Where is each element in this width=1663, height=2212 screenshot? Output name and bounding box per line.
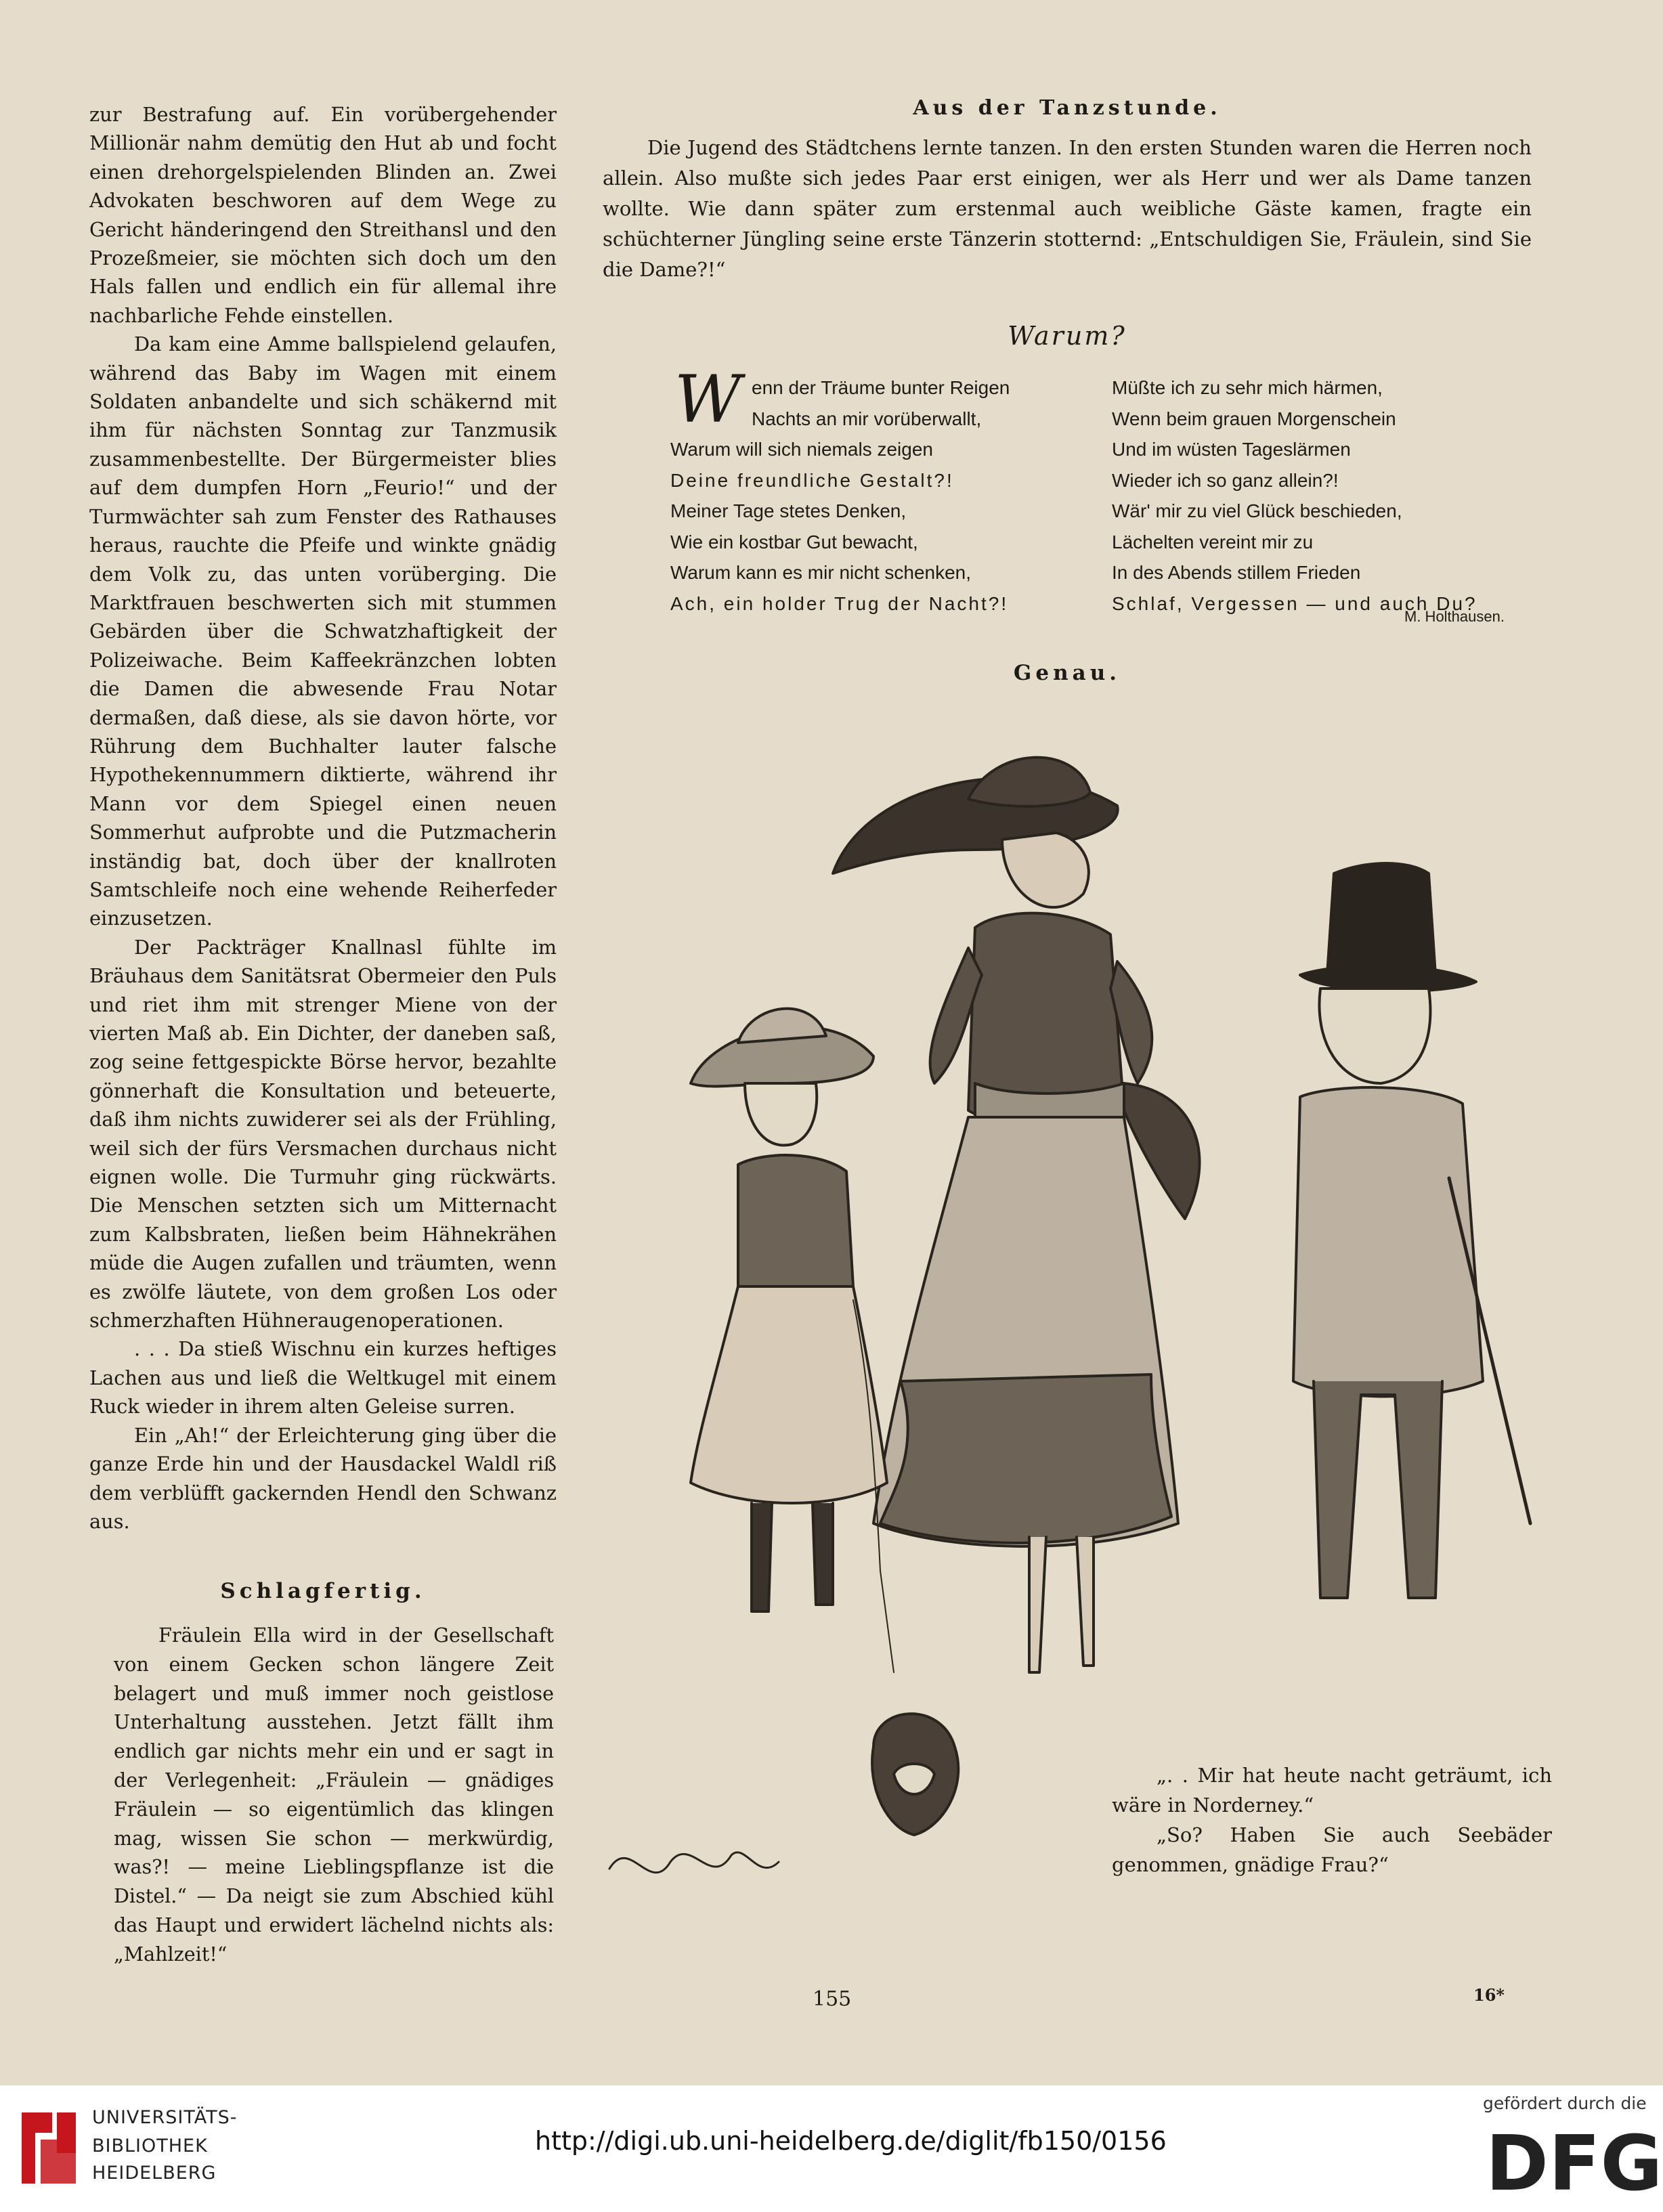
poem-drop-cap: W — [674, 362, 741, 437]
poem-line: Wenn beim grauen Morgenschein — [1112, 408, 1396, 429]
tanzstunde-text: Die Jugend des Städtchens lernte tanzen. In den ersten Stunden waren die Herren noch allein. Also mußte sich jedes Paar erst einigen, wer als Herr und wer als Dame tanzen wollte. Wie dann später zum erstenmal auch weibliche Gäste kamen, fragte ein schüchterner Jüngling seine erste Tänzerin stotternd: „Entschuldigen Sie, Fräulein, sind Sie die Dame?!“ — [603, 136, 1532, 281]
page-number: 155 — [813, 1987, 852, 2011]
footer-bar — [0, 2085, 1663, 2212]
tanzstunde-heading: Aus der Tanzstunde. — [913, 96, 1222, 120]
poem-line: In des Abends stillem Frieden — [1112, 562, 1361, 583]
left-paragraph-2: Da kam eine Amme ballspielend gelaufen, während das Baby im Wagen mit einem Soldaten anbandelte und sich schäkernd mit ihm für nächsten Sonntag zur Tanzmusik zusammenbestellte. Der Bürgermeister blies auf dem dumpfen Horn „Feurio!“ und der Turmwächter sah zum Fenster des Rathauses heraus, rauchte die Pfeife und winkte gnädig dem Volk zu, das unten vorüberging. Die Marktfrauen beschwerten sich mit stummen Gebärden über die Schwatzhaftigkeit der Polizeiwache. Beim Kaffeekränzchen lobten die Damen die abwesende Frau Notar dermaßen, daß diese, als sie davon hörte, vor Rührung dem Buchhalter lauter falsche Hypothekennummern diktierte, während ihr Mann vor dem Spiegel einen neuen Sommerhut aufprobte und die Putzmacherin inständig bat, doch über der knallroten Samtschleife noch eine wehende Reiherfeder einzusetzen. — [89, 332, 557, 930]
left-paragraph-4: . . . Da stieß Wischnu ein kurzes heftiges Lachen aus und ließ die Weltkugel mit einem Ruck wieder in ihrem alten Geleise surren. — [89, 1337, 557, 1418]
poem-line: Schlaf, Vergessen — und auch Du? — [1112, 592, 1477, 614]
poem-author: M. Holthausen. — [1404, 608, 1505, 625]
left-paragraph-3: Der Packträger Knallnasl fühlte im Bräuhaus dem Sanitätsrat Obermeier den Puls und riet ihm mit strenger Miene von der vierten Maß ab. Ein Dichter, der daneben saß, zog seine fettgespickte Börse hervor, bezahlte gönnerhaft die Konsultation und beteuerte, daß ihm nichts zuwiderer sei als der Frühling, weil sich der fürs Versmachen durchaus nicht eignen wolle. Die Turmuhr ging rückwärts. Die Menschen setzten sich um Mitternacht zum Kalbsbraten, ließen beim Hähnekrähen müde die Augen zufallen und träumten, wenn es zwölfe läutete, von dem großen Los oder schmerzhaften Hühneraugenoperationen. — [89, 935, 557, 1332]
illustration-man — [1293, 863, 1530, 1598]
genau-caption — [1112, 1760, 1552, 1880]
genau-illustration — [650, 704, 1564, 1916]
dfg-logo-text: DFG — [1486, 2120, 1663, 2208]
poem-line: Lächelten vereint mir zu — [1112, 531, 1314, 552]
left-paragraph-1: zur Bestrafung auf. Ein vorübergehender Millionär nahm demütig den Hut ab und focht einen drehorgelspielenden Blinden an. Zwei Advokaten beschworen auf dem Wege zu Gericht händeringend den Streithansl und den Prozeßmeier, sie möchten sich doch um den Hals fallen und endlich ein für allemal ihre nachbarliche Fehde einstellen. — [89, 103, 557, 327]
institution-line-2: BIBLIOTHEK — [92, 2135, 208, 2156]
university-logo-icon[interactable] — [15, 2106, 83, 2190]
poem-line: Meiner Tage stetes Denken, — [670, 500, 907, 521]
left-column — [89, 100, 557, 1536]
caption-line-1: „. . Mir hat heute nacht geträumt, ich wäre in Norderney.“ — [1112, 1764, 1552, 1817]
left-paragraph-5: Ein „Ah!“ der Erleichterung ging über die ganze Erde hin und der Hausdackel Waldl riß dem verblüfft gackernden Hendl den Schwanz aus. — [89, 1423, 557, 1533]
poem-line: Warum kann es mir nicht schenken, — [670, 562, 972, 583]
funded-by-label: gefördert durch die — [1483, 2094, 1647, 2113]
schlagfertig-heading: Schlagfertig. — [220, 1579, 426, 1603]
illustration-artist-signature — [609, 1852, 779, 1873]
signature-mark: 16* — [1473, 1985, 1505, 2005]
schlagfertig-text: Fräulein Ella wird in der Gesellschaft von einem Gecken schon längere Zeit belagert und muß immer noch geistlose Unterhaltung ausstehen. Jetzt fällt ihm endlich gar nichts mehr ein und er sagt in der Verlegenheit: „Fräulein — gnädiges Fräulein — so eigentümlich das klingen mag, wissen Sie schon — merkwürdig, was?! — meine Lieblingspflanze ist die Distel.“ — Da neigt sie zum Abschied kühl das Haupt und erwidert lächelnd nichts als: „Mahlzeit!“ — [114, 1624, 554, 1966]
genau-heading: Genau. — [1013, 661, 1121, 685]
poem-line: Wie ein kostbar Gut bewacht, — [670, 531, 918, 552]
caption-line-2: „So? Haben Sie auch Seebäder genommen, gnädige Frau?“ — [1112, 1823, 1552, 1876]
poem-line: Ach, ein holder Trug der Nacht?! — [670, 592, 1009, 614]
poem-line: Nachts an mir vorüberwallt, — [752, 408, 982, 429]
institution-line-3: HEIDELBERG — [92, 2163, 217, 2184]
poem-title: Warum? — [1008, 321, 1127, 351]
poem-line: Warum will sich niemals zeigen — [670, 439, 933, 460]
poem-line: Wieder ich so ganz allein?! — [1112, 469, 1339, 491]
poem-line: enn der Träume bunter Reigen — [752, 377, 1010, 398]
illustration-woman — [833, 758, 1200, 1672]
illustration-girl — [691, 1009, 894, 1672]
poem-line: Müßte ich zu sehr mich härmen, — [1112, 377, 1383, 398]
poem-right-stanza — [1112, 372, 1477, 619]
illustration-dog — [872, 1714, 958, 1835]
dfg-logo-icon[interactable] — [1482, 2120, 1663, 2208]
permalink-url[interactable]: http://digi.ub.uni-heidelberg.de/diglit/fb150/0156 — [535, 2126, 1167, 2156]
poem-line: Wär' mir zu viel Glück beschieden, — [1112, 500, 1402, 521]
poem-line: Und im wüsten Tageslärmen — [1112, 439, 1351, 460]
poem-line: Deine freundliche Gestalt?! — [670, 469, 954, 491]
poem-left-stanza — [670, 372, 1010, 619]
institution-line-1: UNIVERSITÄTS- — [92, 2107, 238, 2128]
